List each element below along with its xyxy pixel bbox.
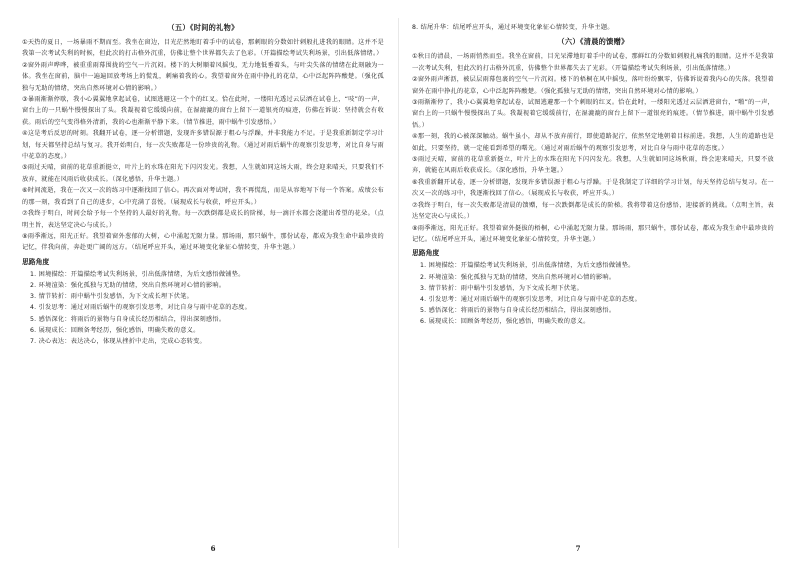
essay-paragraph-4: ④这是考后反思的时刻。我翻开试卷，逐一分析错题，发现许多错误源于粗心与浮躁，并非我能力不足。于是我重新制定学习计划，每天都坚持总结与复习。我开始明白，每一次失败都是一份珍贵的礼物。（通过对雨后蜗牛的观察引发思考，对比自身与雨中花草的态度。） [22, 130, 384, 161]
mind-item: 2. 环境渲染：强化孤独与无助的情绪，突出自然环境对心情的影响。 [420, 273, 616, 281]
essay-paragraph-2: ②窗外雨声哗哗，被重重雨幕围拢的空气一片沉闷。楼下的大树顺着风摇曳，无力地低垂着头，与叶尖失落的情绪在此刻融为一体。我坐在窗前，脑中一遍遍回放考场上的慌乱，刺痛着我的心。我望着窗外在雨中挣扎的花草，心中泛起阵阵酸楚。（强化孤独与无助的情绪，突出自然环境对心情的影响。） [22, 61, 384, 92]
mind-item: 5. 感悟深化：将雨后的景物与自身成长经历相结合，得出深刻感悟。 [30, 315, 226, 323]
essay-paragraph-1: ①天热的夏日，一场暴雨不期而至。我坐在窗边，目光茫然地盯着手中的试卷，那刺眼的分数如针刺般扎进我的眼睛。这并不是我第一次考试失利的时候，但此次的打击格外沉重，仿佛让整个世界都失去了色彩。（开篇描绘考试失利场景，引出低落情绪。） [22, 39, 384, 58]
mind-item: 6. 展现成长：回顾备考经历，强化感悟，明确失败的意义。 [420, 318, 590, 326]
mind-item: 5. 感悟深化：将雨后的景物与自身成长经历相结合，得出深刻感悟。 [420, 307, 616, 315]
essay-paragraph-7: ⑦我终于明白，时间会给予每一个坚持的人最好的礼物。每一次跌倒都是成长的阶梯，每一滴汗水都会浇灌出希望的花朵。（点明主旨，表达坚定决心与成长。） [22, 210, 384, 229]
mind-item: 7. 决心表达：表达决心，体现从挫折中走出，完成心态转变。 [30, 337, 206, 345]
left-page [22, 22, 384, 542]
mind-title: 思路角度 [22, 257, 50, 266]
mind-item: 4. 引发思考：通过对雨后蜗牛的观察引发思考，对比自身与雨中花草的态度。 [420, 295, 642, 303]
essay-paragraph-2: ②窗外雨声淅沥，被层层雨幕包裹的空气一片沉闷。楼下的梧桐在风中摇曳，落叶纷纷飘零，仿佛诉说着我内心的失落。我望着窗外在雨中挣扎的花草，心中泛起阵阵酸楚。（强化孤独与无助的情绪，突出自然环境对心情的影响。） [412, 76, 774, 95]
page-number: 7 [575, 544, 581, 553]
mind-item: 4. 引发思考：通过对雨后蜗牛的观察引发思考，对比自身与雨中花草的态度。 [30, 304, 252, 312]
right-page [412, 22, 774, 542]
essay-paragraph-3: ③暴雨渐渐停歇，我小心翼翼地拿起试卷，试图逃避这一个个的红叉。恰在此时，一缕阳光透过云层洒在试卷上，“吱”的一声，窗台上的一只蜗牛慢慢探出了头。我凝视着它缓缓向前，在湿漉漉的窗台上留下一道银亮的痕迹，仿佛在诉说：坚持就会有收获。雨后的空气变得格外清新，我的心也渐渐平静下来。（情节推进，雨中蜗牛引发感悟。） [22, 96, 384, 126]
mind-item: 3. 情节转折：雨中蜗牛引发感悟，为下文成长埋下伏笔。 [420, 284, 584, 292]
essay-paragraph-8: ⑧雨季渐远，阳光正好。我望着窗外挺拔的梧桐，心中涌起无限力量。那场雨，那只蜗牛，那份试卷，都成为我生命中最珍贵的记忆。（结尾呼应开头，通过环境变化象征心情转变，升华主题。） [412, 224, 774, 243]
section-title: （五）《时间的礼物》 [167, 23, 239, 32]
essay-paragraph-8: ⑧雨季渐远，阳光正好。我望着窗外葱郁的大树，心中涌起无限力量。那场雨，那只蜗牛，那份试卷，都成为我生命中最珍贵的记忆，伴我向前，奔赴更广阔的远方。（结尾呼应开头，通过环境变化象征心情转变，升华主题。） [22, 232, 384, 252]
page-number: 6 [210, 544, 216, 553]
essay-paragraph-1: ①秋日的清晨，一场雨悄然而至。我坐在窗前，目光呆滞地盯着手中的试卷，那鲜红的分数如刺般扎痛我的眼睛。这并不是我第一次考试失利，但此次的打击格外沉重，仿佛整个世界都失去了光彩。（开篇描绘考试失利场景，引出低落情绪。） [412, 53, 774, 72]
essay-paragraph-3: ③雨渐渐停了，我小心翼翼地拿起试卷，试图逃避那一个个刺眼的红叉。恰在此时，一缕阳光透过云层洒进窗台，“啪”的一声，窗台上的一只蜗牛慢慢探出了头。我凝视着它缓缓前行，在湿漉漉的窗台上留下一道银亮的痕迹。（情节推进，雨中蜗牛引发感悟。） [412, 99, 774, 129]
mind-title: 思路角度 [412, 249, 440, 258]
page-gutter [398, 18, 399, 548]
essay-paragraph-5: ⑤雨过天晴，窗前的花草重新挺立，叶片上的水珠在阳光下闪闪发光。我想，人生就如同这场大雨，终会迎来晴天，只要我们不放弃，就能在风雨后收获成长。（深化感悟，升华主题。） [22, 164, 384, 183]
essay-paragraph-4: ④那一刻，我的心被深深触动。蜗牛虽小，却从不放弃前行，即使道路泥泞，依然坚定地朝着目标前进。我想，人生的道路也是如此，只要坚持，就一定能看到希望的曙光。（通过对雨后蜗牛的观察引发思考，对比自身与雨中花草的态度。） [412, 133, 774, 152]
essay-paragraph-6: ⑥时间流逝，我在一次又一次的练习中逐渐找回了信心。再次面对考试时，我不再慌乱，而是从容地写下每一个答案。成绩公布的那一刻，我看到了自己的进步，心中充满了喜悦。（展现成长与收获，呼应开头。） [22, 187, 384, 206]
mind-item: 1. 困境描绘：开篇描绘考试失利场景，引出低落情绪，为后文感悟做铺垫。 [420, 262, 635, 270]
mind-item: 2. 环境渲染：强化孤独与无助的情绪，突出自然环境对心情的影响。 [30, 281, 226, 289]
essay-paragraph-7: ⑦我终于明白，每一次失败都是清晨的馈赠，每一次跌倒都是成长的阶梯。我将带着这份感悟，迎接新的挑战。（点明主旨，表达坚定决心与成长。） [412, 201, 774, 221]
essay-paragraph-6: ⑥我重新翻开试卷，逐一分析错题，发现许多错误源于粗心与浮躁。于是我制定了详细的学习计划，每天坚持总结与复习。在一次又一次的练习中，我逐渐找回了信心。（展现成长与收获，呼应开头。） [412, 178, 774, 198]
mind-item: 3. 情节转折：雨中蜗牛引发感悟，为下文成长埋下伏笔。 [30, 293, 194, 301]
mind-item: 1. 困境描绘：开篇描绘考试失利场景，引出低落情绪，为后文感悟做铺垫。 [30, 270, 245, 278]
mind-item: 6. 展现成长：回顾备考经历，强化感悟，明确失败的意义。 [30, 326, 200, 334]
carryover-line: 8. 结尾升华：结尾呼应开头，通过环境变化象征心情转变，升华主题。 [412, 24, 614, 31]
section-title: （六）《清晨的馈赠》 [557, 37, 629, 47]
essay-paragraph-5: ⑤雨过天晴，窗前的花草重新挺立，叶片上的水珠在阳光下闪闪发光。我想，人生就如同这场秋雨，终会迎来晴天，只要不放弃，就能在风雨后收获成长。（深化感悟，升华主题。） [412, 156, 774, 175]
